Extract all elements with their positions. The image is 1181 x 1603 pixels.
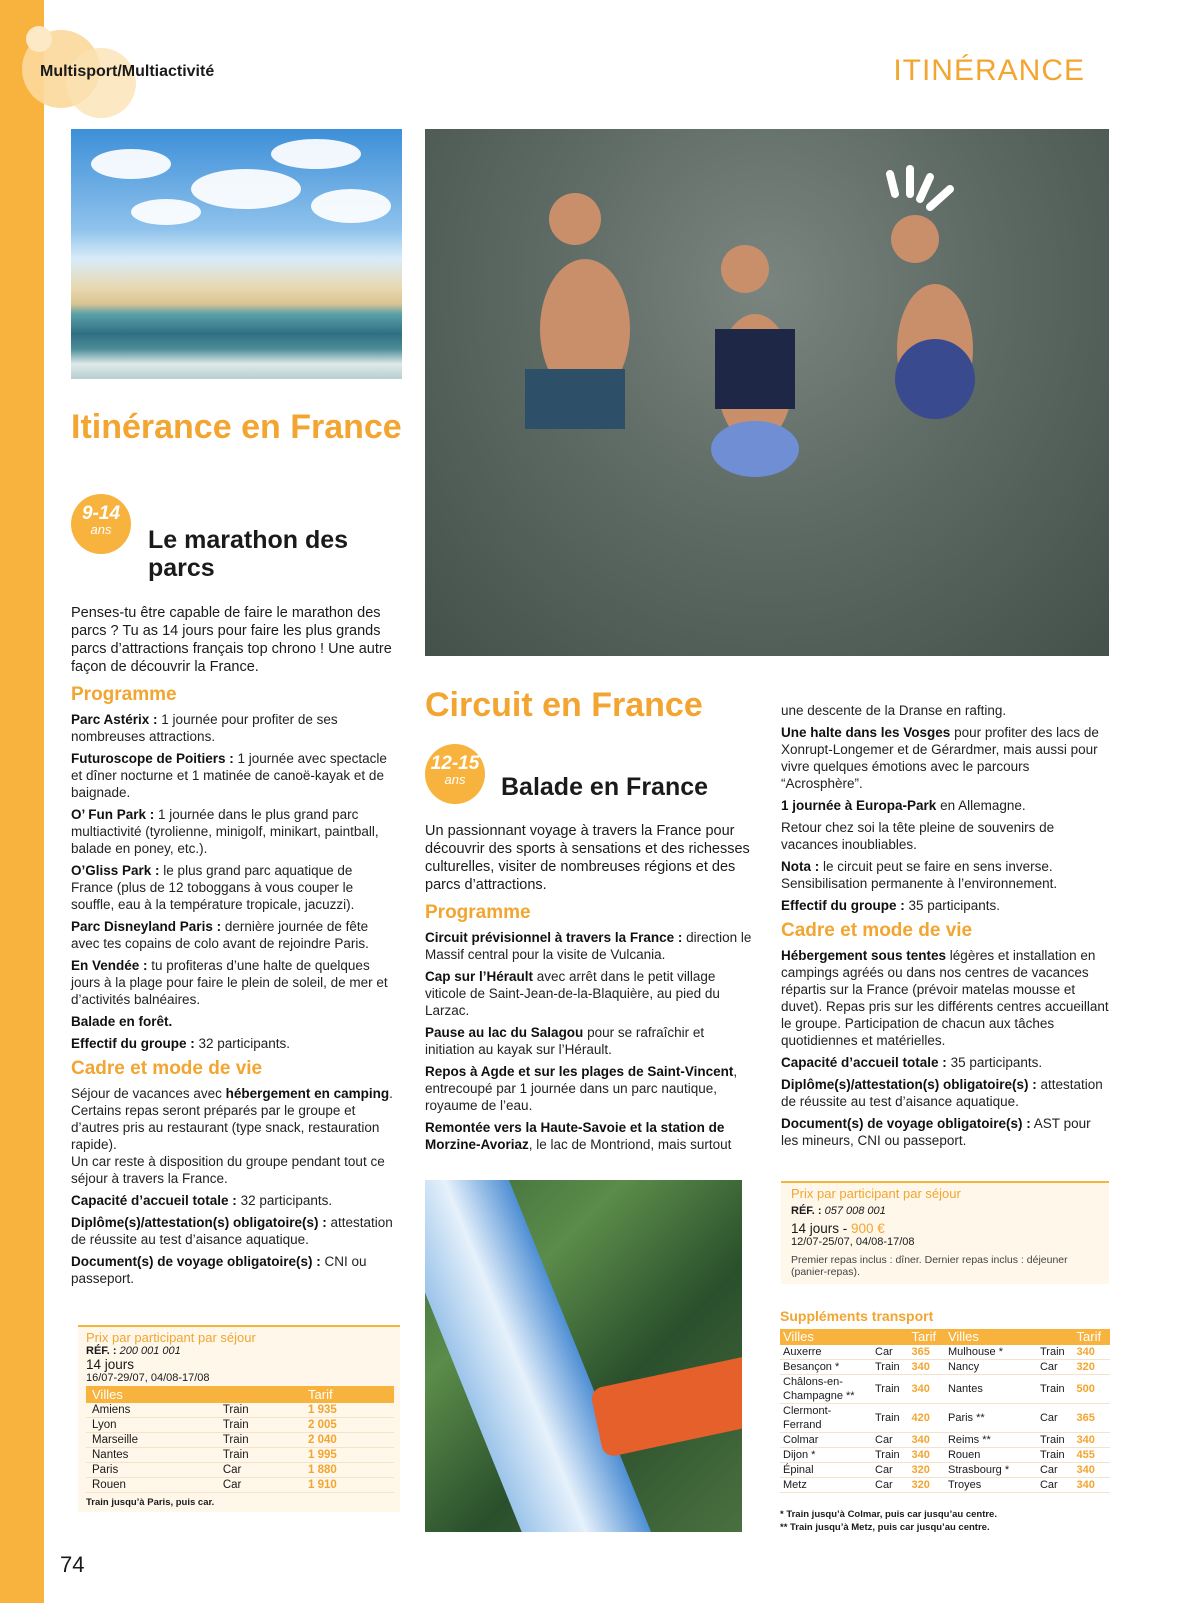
age-badge-left [71,494,131,554]
price-title: Prix par participant par séjour [86,1330,256,1345]
programme-item: Effectif du groupe : 32 participants. [71,1036,291,1051]
programme-list [71,711,396,1052]
article-subtitle-left: Le marathon des parcs [148,526,349,582]
cadre-heading: Cadre et mode de vie [781,920,973,941]
programme-item: Nota : le circuit peut se faire en sens inverse. Sensibilisation permanente à l’environnement. [781,859,1058,891]
table-row: Lyon Train 2 005 [86,1418,394,1433]
cadre-item: Document(s) de voyage obligatoire(s) : AST pour les mineurs, CNI ou passeport. [781,1116,1091,1148]
price-title: Prix par participant par séjour [791,1186,961,1201]
article-subtitle-right: Balade en France [501,773,709,801]
price-ref: RÉF. : 057 008 001 [791,1205,886,1217]
price-table: Villes Tarif Amiens Train 1 935 Lyon Train 2 005 Marseille Train 2 040 Nantes Train 1 995 Paris Car 1 880 Rouen Car 1 910 [86,1386,394,1493]
price-box-left [78,1325,400,1512]
cadre-item: Diplôme(s)/attestation(s) obligatoire(s) : attestation de réussite au test d’aisance aquatique. [781,1077,1103,1109]
table-row: Amiens Train 1 935 [86,1403,394,1418]
programme-item: O’ Fun Park : 1 journée dans le plus grand parc multiactivité (tyrolienne, minigolf, minikart, paintball, balade en poney, etc.). [71,807,379,856]
table-row: Clermont-Ferrand Train 420 Paris ** Car 365 [780,1404,1110,1433]
cadre-item: Capacité d’accueil totale : 35 participants. [781,1055,1043,1070]
article-title-right: Circuit en France [425,686,703,724]
jumping-kids-illustration [425,129,1109,656]
programme-item: En Vendée : tu profiteras d’une halte de quelques jours à la plage pour faire le plein de soleil, de mer et d’activités balnéaires. [71,958,388,1007]
programme-item: Cap sur l’Hérault avec arrêt dans le petit village viticole de Saint-Jean-de-la-Blaquière, au pied du Larzac. [425,969,720,1018]
programme-item: Retour chez soi la tête pleine de souvenirs de vacances inoubliables. [781,820,1055,852]
price-note: Train jusqu’à Paris, puis car. [86,1497,215,1508]
price-note: Premier repas inclus : dîner. Dernier repas inclus : déjeuner (panier-repas). [791,1254,1068,1278]
intro-text: Un passionnant voyage à travers la France pour découvrir des sports à sensations et des richesses culturelles, visiter de nombreuses régions et des parcs d’attractions. [425,823,750,893]
beach-photo [71,129,402,379]
cadre-list [781,947,1111,1149]
decor-circle [26,26,52,52]
table-row: Auxerre Car 365 Mulhouse * Train 340 [780,1345,1110,1360]
table-row: Paris Car 1 880 [86,1463,394,1478]
cadre-item: Capacité d’accueil totale : 32 participants. [71,1193,333,1208]
jumping-kids-photo [425,129,1109,656]
table-row: Nantes Train 1 995 [86,1448,394,1463]
supplements-table: Villes Tarif Villes Tarif Auxerre Car 365 Mulhouse * Train 340 Besançon * Train 340 Nancy Car 320 Châlons-en-Champagne ** Train 340 Nantes Train 500 Clermont-Ferrand Train 420 Paris ** Car 365 Colmar Car 340 Reims ** Train 340 Dijon * Train 340 Rouen Train 455 Épinal Car 320 Strasbourg * Car 340 Metz Car 320 Troyes Car 340 [780,1329,1110,1493]
table-row: Marseille Train 2 040 [86,1433,394,1448]
programme-item: Circuit prévisionnel à travers la France : direction le Massif central pour la visite de Vulcania. [425,930,752,962]
supplements-notes: * Train jusqu’à Colmar, puis car jusqu’au centre. ** Train jusqu’à Metz, puis car jusqu’au centre. [780,1509,997,1533]
supplements-title: Suppléments transport [780,1308,934,1324]
cadre-list [71,1192,396,1287]
price-dates: 12/07-25/07, 04/08-17/08 [791,1236,915,1248]
programme-item: Pause au lac du Salagou pour se rafraîchir et initiation au kayak sur l’Hérault. [425,1025,705,1057]
age-badge-right [425,744,485,804]
category-title: ITINÉRANCE [893,54,1085,87]
programme-item: Balade en forêt. [71,1014,173,1029]
cadre-paragraph: Séjour de vacances avec hébergement en camping. Certains repas seront préparés par le groupe et d’autres pris au restaurant (type snack, restauration rapide). Un car reste à disposition du groupe pendant tout ce séjour à travers la France. [71,1086,393,1186]
decor-circle [66,48,136,118]
price-duration: 14 jours [86,1357,135,1372]
water-slide-photo [425,1180,742,1532]
programme-item: Remontée vers la Haute-Savoie et la station de Morzine-Avoriaz, le lac de Montriond, mais surtout [425,1120,732,1152]
table-row: Dijon * Train 340 Rouen Train 455 [780,1448,1110,1463]
cadre-item: Document(s) de voyage obligatoire(s) : CNI ou passeport. [71,1254,367,1286]
age-unit: ans [444,772,466,787]
programme-heading: Programme [71,684,177,705]
article-title-left: Itinérance en France [71,408,402,446]
price-dates: 16/07-29/07, 04/08-17/08 [86,1372,210,1384]
left-article-body [71,604,396,1292]
section-label: Multisport/Multiactivité [40,63,215,80]
cadre-heading: Cadre et mode de vie [71,1058,263,1079]
right-article-body-1 [425,822,755,1158]
price-duration: 14 jours - 900 € [791,1221,885,1236]
cadre-item: Hébergement sous tentes légères et installation en campings agréés ou dans nos centres de vacances répartis sur la France (prévoir matelas mousse et duvet). Repas pris sur les différents centres accueillant le groupe. Participation de chacun aux tâches quotidiennes et matérielles. [781,948,1109,1048]
price-ref: RÉF. : 200 001 001 [86,1345,181,1357]
price-box-right [781,1181,1109,1284]
age-unit: ans [90,522,112,537]
table-row: Metz Car 320 Troyes Car 340 [780,1478,1110,1493]
programme-item: Effectif du groupe : 35 participants. [781,898,1001,913]
table-row: Rouen Car 1 910 [86,1478,394,1493]
programme-item: Parc Disneyland Paris : dernière journée de fête avec tes copains de colo avant de rejoindre Paris. [71,919,369,951]
table-row: Colmar Car 340 Reims ** Train 340 [780,1433,1110,1448]
programme-list [425,929,755,1153]
table-row: Épinal Car 320 Strasbourg * Car 340 [780,1463,1110,1478]
age-range: 9-14 [81,503,121,524]
programme-item: 1 journée à Europa-Park en Allemagne. [781,798,1026,813]
page-number: 74 [60,1552,85,1577]
programme-item: Une halte dans les Vosges pour profiter des lacs de Xonrupt-Longemer et de Gérardmer, mais aussi pour vivre quelques émotions avec le parcours “Acrosphère”. [781,725,1099,791]
table-row: Besançon * Train 340 Nancy Car 320 [780,1360,1110,1375]
intro-text: Penses-tu être capable de faire le marathon des parcs ? Tu as 14 jours pour faire les plus grands parcs d’attractions français top chrono ! Une autre façon de découvrir la France. [71,605,392,675]
programme-item: Repos à Agde et sur les plages de Saint-Vincent, entrecoupé par 1 journée dans un parc nautique, royaume de l’eau. [425,1064,738,1113]
table-row: Châlons-en-Champagne ** Train 340 Nantes Train 500 [780,1375,1110,1404]
programme-heading: Programme [425,902,531,923]
programme-item: O’Gliss Park : le plus grand parc aquatique de France (plus de 12 toboggans à vous couper le souffle, eau à la température tropicale, jacuzzi). [71,863,355,912]
programme-item: Futuroscope de Poitiers : 1 journée avec spectacle et dîner nocturne et 1 matinée de canoë-kayak et de baignade. [71,751,387,800]
programme-continued: une descente de la Dranse en rafting. [781,703,1007,718]
programme-list-continued [781,724,1111,914]
age-range: 12-15 [430,753,480,774]
cadre-item: Diplôme(s)/attestation(s) obligatoire(s) : attestation de réussite au test d’aisance aquatique. [71,1215,393,1247]
programme-item: Parc Astérix : 1 journée pour profiter de ses nombreuses attractions. [71,712,338,744]
right-article-body-2 [781,702,1111,1154]
page-side-band [0,0,44,1603]
